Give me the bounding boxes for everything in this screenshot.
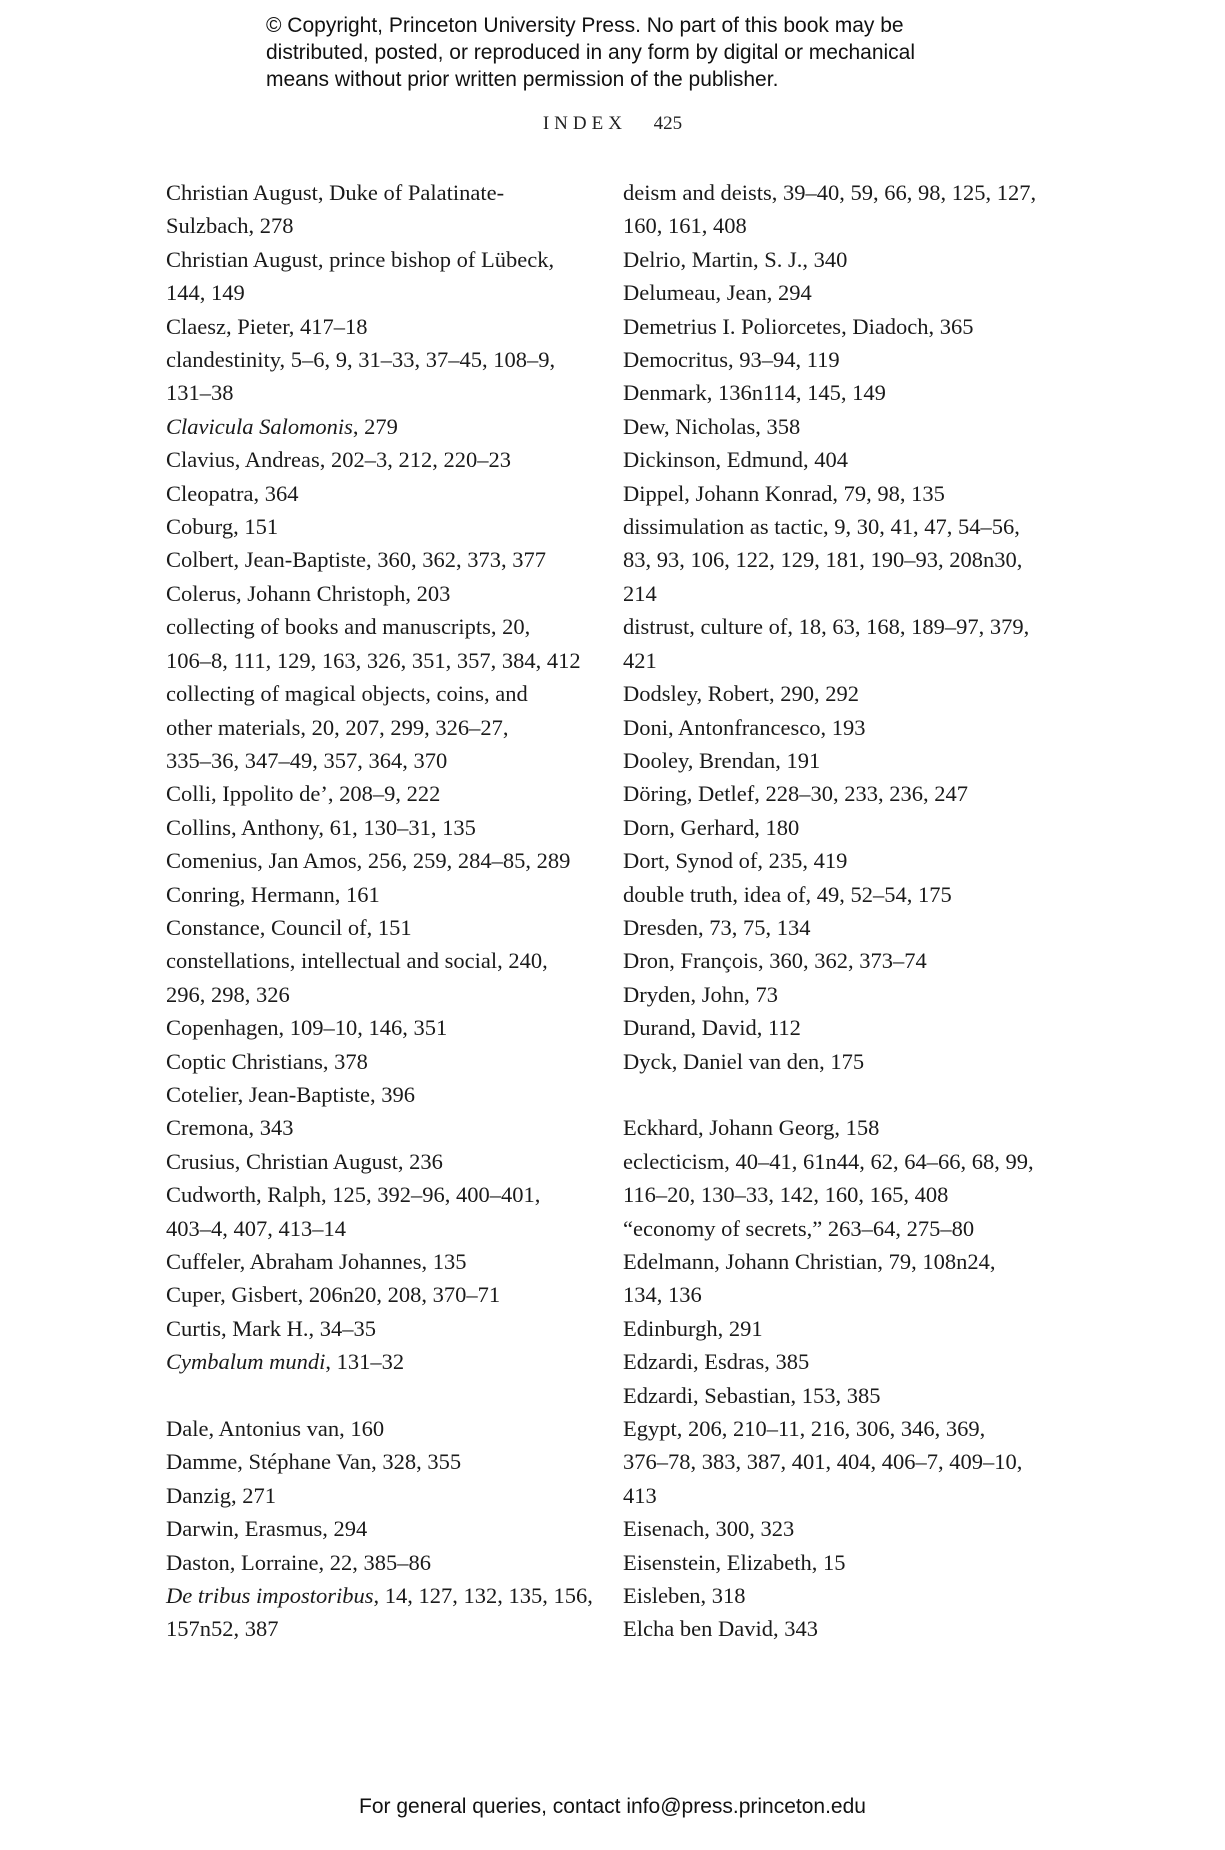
index-entry-line <box>623 878 1053 911</box>
index-entry-text: clandestinity, 5–6, 9, 31–33, 37–45, 108–9, <box>166 347 556 373</box>
index-entry-text: Dodsley, Robert, 290, 292 <box>623 681 860 707</box>
index-entry-line <box>166 1512 586 1545</box>
copyright-line: © Copyright, Princeton University Press. No part of this book may be <box>266 14 904 37</box>
index-entry-line <box>623 1379 1053 1412</box>
copyright-line: means without prior written permission of the publisher. <box>266 68 779 91</box>
index-entry-text: 214 <box>623 580 657 606</box>
index-entry-line <box>623 1178 1053 1211</box>
index-entry <box>166 1546 586 1579</box>
index-entry-text: Durand, David, 112 <box>623 1015 801 1041</box>
index-entry-text: Delrio, Martin, S. J., 340 <box>623 246 848 272</box>
index-entry <box>166 1111 586 1144</box>
index-entry-line <box>623 1579 1053 1612</box>
index-entry-text: Dew, Nicholas, 358 <box>623 413 801 439</box>
index-entry-line <box>623 844 1053 877</box>
index-entry-line <box>623 543 1053 576</box>
index-entry <box>623 1345 1053 1378</box>
index-entry-text: Cuffeler, Abraham Johannes, 135 <box>166 1249 467 1274</box>
index-entry <box>166 243 586 310</box>
footer-contact: For general queries, contact info@press.princeton.edu <box>359 1795 866 1818</box>
index-entry-line <box>166 844 586 877</box>
index-entry-text: 335–36, 347–49, 357, 364, 370 <box>166 747 448 773</box>
index-entry-text: Comenius, Jan Amos, 256, 259, 284–85, 289 <box>166 848 571 874</box>
index-entry <box>166 1412 586 1445</box>
index-entry-text: Cudworth, Ralph, 125, 392–96, 400–401, <box>166 1182 541 1208</box>
index-entry-text: collecting of magical objects, coins, and <box>166 681 528 707</box>
index-entry-text: Edzardi, Sebastian, 153, 385 <box>623 1382 881 1408</box>
index-entry-line <box>166 610 586 643</box>
index-entry-text: 403–4, 407, 413–14 <box>166 1215 346 1241</box>
index-entry <box>623 1579 1053 1612</box>
index-entry-text: Conring, Hermann, 161 <box>166 881 380 907</box>
index-entry <box>166 1145 586 1178</box>
index-entry <box>623 310 1053 343</box>
index-entry-text: Copenhagen, 109–10, 146, 351 <box>166 1015 448 1041</box>
index-entry-text: 116–20, 130–33, 142, 160, 165, 408 <box>623 1182 949 1208</box>
index-entry-line <box>623 510 1053 543</box>
index-entry <box>166 176 586 243</box>
index-entry-line <box>623 1479 1053 1512</box>
index-entry-title: Clavicula Salomonis <box>166 413 353 439</box>
index-entry <box>623 243 1053 276</box>
index-entry <box>623 677 1053 710</box>
index-entry <box>166 777 586 810</box>
index-entry-text: Eisenach, 300, 323 <box>623 1516 795 1542</box>
index-entry <box>166 878 586 911</box>
index-entry-line <box>623 243 1053 276</box>
index-entry-text: Democritus, 93–94, 119 <box>623 347 840 373</box>
index-entry <box>623 744 1053 777</box>
index-entry <box>623 1245 1053 1312</box>
index-entry-line <box>623 744 1053 777</box>
index-entry <box>623 1145 1053 1212</box>
index-entry <box>623 376 1053 409</box>
index-entry-line <box>623 1011 1053 1044</box>
index-entry-text: Dron, François, 360, 362, 373–74 <box>623 948 927 974</box>
index-entry-line <box>623 978 1053 1011</box>
index-entry-text: Egypt, 206, 210–11, 216, 306, 346, 369, <box>623 1416 986 1442</box>
index-entry-text: Christian August, Duke of Palatinate- <box>166 180 505 205</box>
index-entry-line <box>623 811 1053 844</box>
index-entry-text: Claesz, Pieter, 417–18 <box>166 313 368 339</box>
index-entry-line <box>623 677 1053 710</box>
index-entry <box>166 1278 586 1311</box>
index-entry-text: eclecticism, 40–41, 61n44, 62, 64–66, 68, 99, <box>623 1148 1034 1174</box>
index-entry <box>623 1045 1053 1078</box>
index-entry-line <box>623 911 1053 944</box>
index-entry-text: Curtis, Mark H., 34–35 <box>166 1315 376 1341</box>
index-entry <box>166 310 586 343</box>
running-head-label: INDEX <box>542 113 627 134</box>
index-entry <box>623 1011 1053 1044</box>
index-entry-text: Elcha ben David, 343 <box>623 1616 818 1642</box>
index-entry-text: Cremona, 343 <box>166 1115 294 1141</box>
index-entry-line <box>166 1145 586 1178</box>
index-entry-line <box>166 577 586 610</box>
index-entry <box>166 577 586 610</box>
index-entry-line <box>166 510 586 543</box>
index-entry-line <box>166 811 586 844</box>
index-entry-line <box>166 477 586 510</box>
index-entry-line <box>166 276 586 309</box>
index-entry-text: Dryden, John, 73 <box>623 981 778 1007</box>
index-entry <box>166 944 586 1011</box>
index-entry <box>166 911 586 944</box>
index-entry-line <box>623 443 1053 476</box>
index-entry-text: Döring, Detlef, 228–30, 233, 236, 247 <box>623 781 968 807</box>
index-entry-text: Eisleben, 318 <box>623 1583 746 1609</box>
index-entry-line <box>623 944 1053 977</box>
index-entry-text: Danzig, 271 <box>166 1482 276 1508</box>
index-entry-line <box>166 1612 586 1645</box>
index-entry-line <box>623 1546 1053 1579</box>
index-entry <box>166 510 586 543</box>
index-entry <box>166 410 586 443</box>
index-entry <box>623 343 1053 376</box>
index-entry-text: Dooley, Brendan, 191 <box>623 747 821 773</box>
index-entry-line <box>623 711 1053 744</box>
index-entry-line <box>623 577 1053 610</box>
index-entry-line <box>166 878 586 911</box>
index-entry-line <box>166 1111 586 1144</box>
index-entry-text: 134, 136 <box>623 1282 702 1308</box>
index-entry-line <box>166 1245 586 1278</box>
index-entry-text: double truth, idea of, 49, 52–54, 175 <box>623 881 952 907</box>
index-entry <box>166 677 586 777</box>
index-entry-line <box>623 1278 1053 1311</box>
index-entry-text: , 131–32 <box>325 1349 405 1375</box>
index-entry-text: Colli, Ippolito de’, 208–9, 222 <box>166 781 441 807</box>
index-entry-text: Darwin, Erasmus, 294 <box>166 1516 368 1542</box>
index-entry <box>623 777 1053 810</box>
index-entry-text: Dyck, Daniel van den, 175 <box>623 1048 865 1074</box>
index-entry-line <box>166 243 586 276</box>
index-entry <box>623 1111 1053 1144</box>
index-entry <box>166 1045 586 1078</box>
index-entry-line <box>623 410 1053 443</box>
index-entry-line <box>166 1579 593 1612</box>
index-entry <box>623 844 1053 877</box>
index-entry-text: “economy of secrets,” 263–64, 275–80 <box>623 1215 975 1241</box>
index-entry-text: Sulzbach, 278 <box>166 213 294 239</box>
index-entry-line <box>166 1011 586 1044</box>
index-entry-line <box>166 310 586 343</box>
index-entry-line <box>166 1078 586 1111</box>
index-entry-line <box>166 744 586 777</box>
index-entry-line <box>166 711 586 744</box>
index-entry-text: Constance, Council of, 151 <box>166 914 412 940</box>
index-entry-line <box>623 343 1053 376</box>
index-entry-line <box>166 1546 586 1579</box>
index-entry-text: Eisenstein, Elizabeth, 15 <box>623 1549 846 1575</box>
copyright-notice <box>266 12 1026 93</box>
index-entry <box>623 1512 1053 1545</box>
index-entry <box>166 343 586 410</box>
index-entry-line <box>166 911 586 944</box>
index-entry-text: 144, 149 <box>166 280 245 306</box>
index-entry-line <box>166 644 586 677</box>
index-entry-text: Demetrius I. Poliorcetes, Diadoch, 365 <box>623 313 974 339</box>
index-entry <box>623 1312 1053 1345</box>
index-entry-text: 160, 161, 408 <box>623 213 747 239</box>
index-entry-line <box>166 343 586 376</box>
index-entry-line <box>166 1345 586 1378</box>
index-entry-title: De tribus impostoribus <box>166 1583 374 1609</box>
index-entry-text: Colerus, Johann Christoph, 203 <box>166 580 451 606</box>
index-entry-line <box>166 543 586 576</box>
index-entry <box>623 443 1053 476</box>
index-entry-line <box>623 376 1053 409</box>
index-entry-line <box>166 1312 586 1345</box>
index-entry-line <box>623 1045 1053 1078</box>
index-entry-text: Dippel, Johann Konrad, 79, 98, 135 <box>623 480 945 506</box>
index-entry-line <box>623 1145 1053 1178</box>
index-entry <box>166 610 586 677</box>
index-entry-line <box>166 1278 586 1311</box>
index-entry <box>623 1612 1053 1645</box>
index-entry <box>623 1546 1053 1579</box>
index-entry-line <box>623 1245 1053 1278</box>
index-entry-line <box>166 443 586 476</box>
index-entry-line <box>623 310 1053 343</box>
index-entry-line <box>623 644 1053 677</box>
running-head <box>0 113 1225 135</box>
index-entry-text: Doni, Antonfrancesco, 193 <box>623 714 866 740</box>
index-entry-text: collecting of books and manuscripts, 20, <box>166 614 531 640</box>
index-entry-text: other materials, 20, 207, 299, 326–27, <box>166 714 509 740</box>
index-entry-text: Cotelier, Jean-Baptiste, 396 <box>166 1081 416 1107</box>
index-entry-text: 157n52, 387 <box>166 1616 279 1642</box>
index-entry-line <box>166 978 586 1011</box>
index-entry <box>166 1011 586 1044</box>
index-column-left <box>166 176 593 1646</box>
index-entry-text: Crusius, Christian August, 236 <box>166 1148 443 1174</box>
index-entry-text: 376–78, 383, 387, 401, 404, 406–7, 409–10, <box>623 1449 1023 1475</box>
index-entry-line <box>623 1312 1053 1345</box>
index-entry <box>623 811 1053 844</box>
index-column-right <box>623 176 1053 1646</box>
index-entry <box>166 543 586 576</box>
index-entry <box>166 844 586 877</box>
index-entry <box>166 811 586 844</box>
index-entry <box>623 944 1053 977</box>
index-entry-text: Collins, Anthony, 61, 130–31, 135 <box>166 814 476 840</box>
index-entry-line <box>166 1212 586 1245</box>
index-entry-line <box>166 944 586 977</box>
index-entry-line <box>623 1445 1053 1478</box>
index-entry-line <box>623 276 1053 309</box>
index-entry <box>623 176 1053 243</box>
index-entry <box>623 410 1053 443</box>
index-entry-text: Dresden, 73, 75, 134 <box>623 914 811 940</box>
index-entry-text: deism and deists, 39–40, 59, 66, 98, 125, 127, <box>623 180 1037 205</box>
index-entry <box>166 1445 586 1478</box>
index-entry <box>166 1245 586 1278</box>
index-entry-line <box>166 410 586 443</box>
index-entry-text: 296, 298, 326 <box>166 981 290 1007</box>
index-entry-title: Cymbalum mundi <box>166 1349 326 1375</box>
index-entry <box>623 1379 1053 1412</box>
index-entry <box>166 443 586 476</box>
index-entry-line <box>623 176 1053 209</box>
index-entry-line <box>623 1612 1053 1645</box>
index-entry <box>623 276 1053 309</box>
index-entry-line <box>623 1212 1053 1245</box>
copyright-line: distributed, posted, or reproduced in any form by digital or mechanical <box>266 41 916 64</box>
index-entry-text: 131–38 <box>166 380 234 406</box>
index-entry-line <box>166 777 586 810</box>
index-entry-text: Dale, Antonius van, 160 <box>166 1416 385 1442</box>
index-entry-line <box>623 1412 1053 1445</box>
index-entry <box>623 610 1053 677</box>
index-entry <box>166 1479 586 1512</box>
index-entry-line <box>623 209 1053 242</box>
index-entry-line <box>623 1111 1053 1144</box>
index-entry-text: distrust, culture of, 18, 63, 168, 189–97, 379, <box>623 614 1030 640</box>
index-entry <box>166 1345 586 1378</box>
index-entry-text: Edinburgh, 291 <box>623 1315 763 1341</box>
index-entry-text: Edelmann, Johann Christian, 79, 108n24, <box>623 1248 996 1274</box>
index-entry-line <box>166 1445 586 1478</box>
index-entry-text: Eckhard, Johann Georg, 158 <box>623 1115 880 1141</box>
index-entry-line <box>623 777 1053 810</box>
index-entry <box>623 711 1053 744</box>
index-entry-text: 413 <box>623 1482 657 1508</box>
index-entry-line <box>166 376 586 409</box>
index-entry <box>623 978 1053 1011</box>
index-entry-text: constellations, intellectual and social, 240, <box>166 948 548 974</box>
index-entry <box>623 1412 1053 1512</box>
index-entry <box>623 1212 1053 1245</box>
index-entry-line <box>166 677 586 710</box>
index-entry-text: 421 <box>623 647 657 673</box>
index-entry-text: Denmark, 136n114, 145, 149 <box>623 380 886 406</box>
index-entry-text: Edzardi, Esdras, 385 <box>623 1349 810 1375</box>
index-entry-text: Dort, Synod of, 235, 419 <box>623 848 848 874</box>
index-entry-text: , 14, 127, 132, 135, 156, <box>373 1583 593 1609</box>
index-entry-line <box>166 176 586 209</box>
index-entry <box>166 1178 586 1245</box>
index-entry-text: Coptic Christians, 378 <box>166 1048 368 1074</box>
index-entry-text: Cuper, Gisbert, 206n20, 208, 370–71 <box>166 1282 501 1308</box>
index-entry <box>623 510 1053 610</box>
index-entry-line <box>623 1512 1053 1545</box>
index-entry-text: Damme, Stéphane Van, 328, 355 <box>166 1449 462 1475</box>
index-entry-text: Cleopatra, 364 <box>166 480 299 506</box>
index-entry-line <box>166 209 586 242</box>
index-entry <box>166 477 586 510</box>
index-entry <box>166 1312 586 1345</box>
index-entry-text: Dorn, Gerhard, 180 <box>623 814 800 840</box>
index-entry <box>166 1078 586 1111</box>
page-number: 425 <box>653 113 683 134</box>
index-entry-text: 83, 93, 106, 122, 129, 181, 190–93, 208n30, <box>623 547 1023 573</box>
index-entry <box>166 1579 593 1646</box>
index-entry-line <box>166 1479 586 1512</box>
index-entry <box>623 911 1053 944</box>
index-entry-line <box>623 610 1053 643</box>
index-entry-text: dissimulation as tactic, 9, 30, 41, 47, 54–56, <box>623 514 1020 540</box>
index-entry <box>166 1512 586 1545</box>
index-entry <box>623 477 1053 510</box>
index-entry-line <box>166 1178 586 1211</box>
index-entry <box>623 878 1053 911</box>
index-entry-text: Delumeau, Jean, 294 <box>623 280 812 306</box>
index-entry-line <box>623 1345 1053 1378</box>
index-entry-text: 106–8, 111, 129, 163, 326, 351, 357, 384, 412 <box>166 647 581 673</box>
index-entry-line <box>166 1045 586 1078</box>
index-entry-text: Christian August, prince bishop of Lübeck, <box>166 246 555 272</box>
index-entry-line <box>166 1412 586 1445</box>
index-entry-text: Clavius, Andreas, 202–3, 212, 220–23 <box>166 447 511 473</box>
index-entry-text: Daston, Lorraine, 22, 385–86 <box>166 1549 431 1575</box>
index-entry-text: Dickinson, Edmund, 404 <box>623 447 848 473</box>
index-entry-line <box>623 477 1053 510</box>
index-entry-text: , 279 <box>352 413 398 439</box>
index-entry-text: Coburg, 151 <box>166 514 279 540</box>
index-entry-text: Colbert, Jean-Baptiste, 360, 362, 373, 377 <box>166 547 546 573</box>
